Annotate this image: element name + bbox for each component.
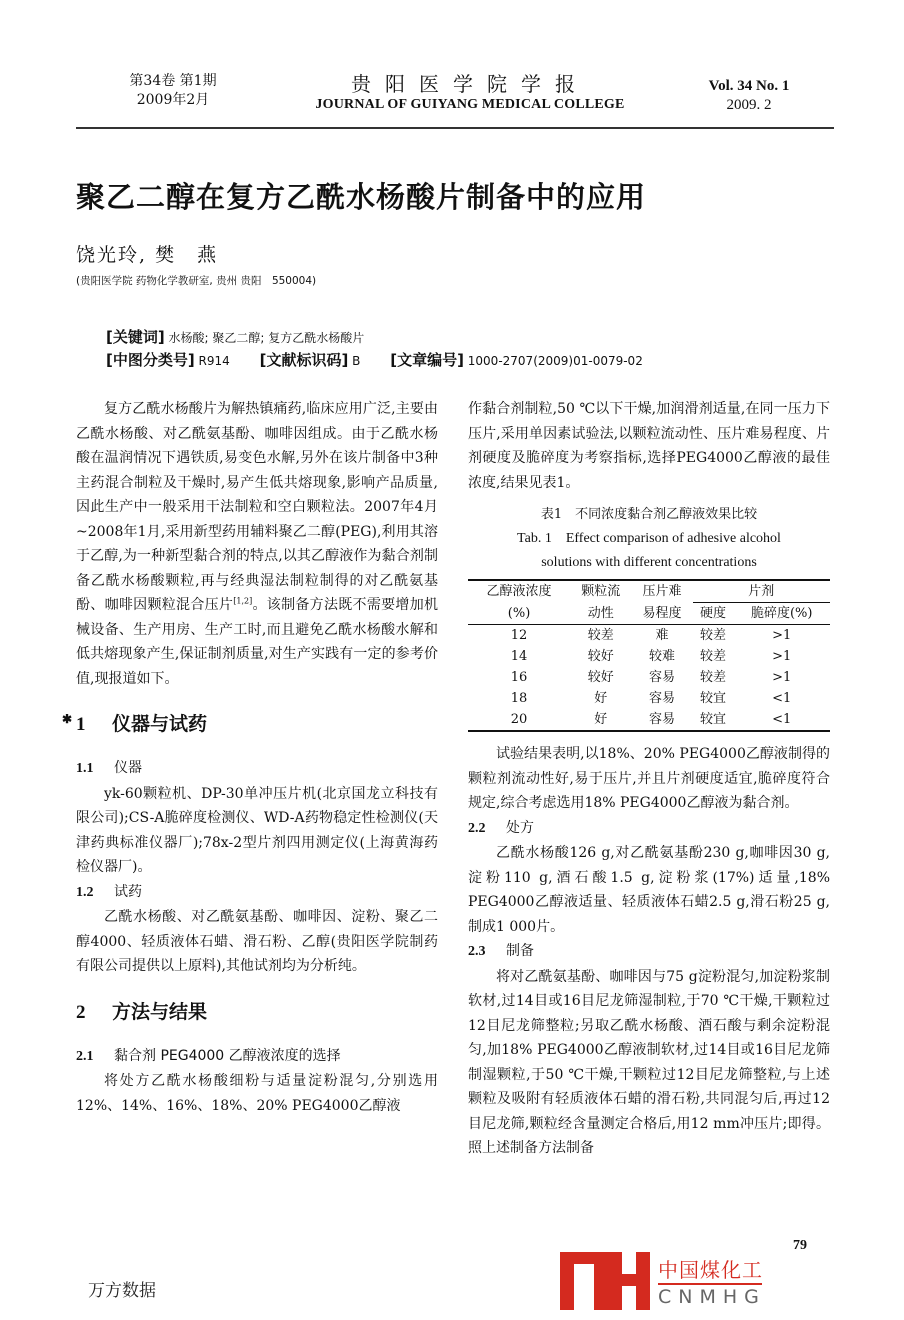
table-cell-ease: 较难 [648,649,675,664]
left-column [76,397,438,1118]
date-en: 2009. 2 [726,97,772,113]
table-cell-friability: <1 [733,709,830,731]
affiliation: (贵阳医学院 药物化学教研室, 贵州 贵阳 550004) [76,275,317,287]
doc-code-label: [文献标识码] [259,351,349,369]
journal-name-cn: 贵阳医学院学报 [351,72,589,96]
reagents-paragraph: 乙酰水杨酸、对乙酰氨基酚、咖啡因、淀粉、聚乙二醇4000、轻质液体石蜡、滑石粉、乙醇(贵阳医学院制药有限公司提供以上原料),其他试剂均为分析纯。 [76,909,438,974]
date-cn: 2009年2月 [136,92,210,108]
section-1-2-heading [76,880,438,906]
table-cell-hardness: 较差 [699,649,726,664]
instruments-paragraph: yk-60颗粒机、DP-30单冲压片机(北京国龙立科技有限公司);CS-A脆碎度检测仪、WD-A药物稳定性检测仪(天津药典标准仪器厂);78x-2型片剂四用测定仪(上海黄海药检仪器厂)。 [76,785,438,875]
subsection-number: 2.1 [76,1048,94,1064]
table-cell-friability: >1 [772,628,792,643]
keywords-value: 水杨酸; 聚乙二醇; 复方乙酰水杨酸片 [168,331,365,345]
th-ease: 压片难 [631,580,692,603]
binder-selection-text: 将处方乙酰水杨酸细粉与适量淀粉混匀,分别选用12%、14%、16%、18%、20% PEG4000乙醇液 [76,1073,438,1114]
article-title: 聚乙二醇在复方乙酰水杨酸片制备中的应用 [76,180,647,214]
th-hardness: 硬度 [693,603,734,625]
header-rule [76,127,834,129]
subsection-title: 仪器 [114,760,142,776]
binder-selection-paragraph [76,1069,438,1118]
keywords-label: [关键词] [106,328,165,346]
doc-code-value: B [352,354,361,368]
preparation-paragraph: 将对乙酰氨基酚、咖啡因与75 g淀粉混匀,加淀粉浆制软材,过14目或16目尼龙筛湿制粒,于70 ℃干燥,干颗粒过12目尼龙筛整粒;另取乙酰水杨酸、酒石酸与剩余淀粉混匀,加18% PEG4000乙醇液制软材,过14目或16目尼龙筛制湿颗粒,于50 ℃干燥,干颗粒过12目尼龙筛整粒,与上述颗粒及吸附有轻质液体石蜡的滑石粉,共同混匀后,再过12目尼龙筛,颗粒经含量测定合格后,用12 mm冲压片;即得。照上述制备方法制备 [468,968,830,1156]
journal-name-en: JOURNAL OF GUIYANG MEDICAL COLLEGE [315,97,625,112]
table-row [468,667,830,688]
table-cell-hardness: 较差 [699,628,726,643]
formula-paragraph: 乙酰水杨酸126 g,对乙酰氨基酚230 g,咖啡因30 g,淀粉110 g,酒石酸1.5 g,淀粉浆(17%)适量,18% PEG4000乙醇液适量、轻质液体石蜡2.5 g,滑石粉25 g,制成1 000片。 [468,845,830,935]
intro-text: 复方乙酰水杨酸片为解热镇痛药,临床应用广泛,主要由乙酰水杨酸、对乙酰氨基酚、咖啡因组成。由于乙酰水杨酸在温润情况下遇铁质,易变色水解,另外在该片制备中3种主药混合制粒及干燥时,易产生低共熔现象,影响产品质量,因此生产中一般采用干法制粒和空白颗粒法。2007年4月~2008年1月,采用新型药用辅料聚乙二醇(PEG),利用其溶于乙醇,为一种新型黏合剂的特点,以其乙醇液作为黏合剂制备乙酰水杨酸颗粒,再与经典湿法制粒制得的对乙酰氨基酚、咖啡因颗粒混合压片 [76,401,438,613]
table-row [468,646,830,667]
table-cell-conc: 12 [510,628,528,643]
table-cell-hardness: 较差 [699,670,726,685]
intro-text-end: 。该制备方法既不需要增加机械设备、生产用房、生产工时,而且避免乙酰水杨酸水解和低共熔现象产生,保证制剂质量,对生产实践有一定的参考价值,现报道如下。 [76,597,439,687]
keywords [106,326,364,347]
th-friability: 脆碎度(%) [733,603,830,625]
issue-info-en [684,77,814,115]
watermark-text-en: CNMHG [658,1286,766,1308]
th-ease-b: 易程度 [631,603,692,625]
th-concentration-unit: (%) [468,603,570,625]
table-cell-ease: 难 [655,628,669,643]
table-cell-conc: 20 [468,709,570,731]
section-title: 方法与结果 [112,1000,208,1023]
subsection-title: 制备 [506,943,534,959]
clc-label: [中图分类号] [106,351,195,369]
watermark-text-cn: 中国煤化工 [658,1258,763,1282]
article-no-value: 1000-2707(2009)01-0079-02 [467,354,643,368]
table-cell-ease: 容易 [648,691,675,706]
right-column [468,397,830,1161]
th-tablet-group: 片剂 [693,580,830,603]
table-row [468,625,830,647]
table-cell-hardness: 较宜 [699,691,726,706]
section-1-1-heading [76,756,438,782]
volume-issue-cn: 第34卷 第1期 [129,73,217,89]
watermark [560,1252,770,1312]
section-number: 2 [76,1001,86,1023]
table-cell-hardness: 较宜 [693,709,734,731]
table-cell-friability: >1 [772,670,792,685]
table-cell-flow: 较好 [587,670,614,685]
watermark-logo-icon [560,1252,650,1310]
source-label: 万方数据 [88,1281,156,1301]
table-cell-flow: 好 [594,691,608,706]
results-paragraph: 试验结果表明,以18%、20% PEG4000乙醇液制得的颗粒剂流动性好,易于压片,并且片剂硬度适宜,脆碎度符合规定,综合考虑选用18% PEG4000乙醇液为黏合剂。 [468,746,830,811]
binder-selection-continued: 作黏合剂制粒,50 ℃以下干燥,加润滑剂适量,在同一压力下压片,采用单因素试验法,以颗粒流动性、压片难易程度、片剂硬度及脆碎度为考察指标,选择PEG4000乙醇液的最佳浓度,结果见表1。 [468,401,830,491]
table-caption-en-2: solutions with different concentrations [541,555,757,570]
section-2-1-heading [76,1044,438,1070]
watermark-rule [658,1283,762,1285]
classification [106,349,643,370]
section-2-2-heading [468,816,830,842]
subsection-title: 处方 [506,819,534,836]
section-title: 仪器与试药 [112,713,208,735]
table-row [468,688,830,709]
journal-name [300,72,640,114]
section-2-3-heading [468,939,830,965]
section-number: 1 [76,714,86,735]
table-caption-en-1: Tab. 1 Effect comparison of adhesive alcohol [517,531,781,546]
table-cell-ease: 容易 [631,709,692,731]
results-table [468,579,830,732]
table-row [468,709,830,731]
table-cell-flow: 较差 [587,628,614,643]
table-cell-friability: <1 [772,691,792,706]
subsection-number: 1.1 [76,761,94,776]
citation-ref[interactable]: [1,2] [233,596,253,606]
table-cell-conc: 18 [510,691,528,706]
margin-mark: ✱ [62,712,73,726]
th-flowability-b: 动性 [570,603,631,625]
th-concentration: 乙醇液浓度 [468,580,570,603]
table-cell-flow: 较好 [587,649,614,664]
table-cell-conc: 14 [510,649,528,664]
page-number: 79 [793,1238,807,1253]
table-cell-ease: 容易 [648,670,675,685]
table-cell-flow: 好 [570,709,631,731]
th-flowability: 颗粒流 [570,580,631,603]
issue-info [108,72,238,110]
section-1-heading [76,711,438,738]
intro-paragraph [76,397,438,691]
table-caption-cn: 表1 不同浓度黏合剂乙醇液效果比较 [540,507,758,522]
section-2-heading [76,999,438,1026]
clc-value: R914 [198,354,230,368]
article-no-label: [文章编号] [390,351,464,369]
subsection-number: 2.3 [468,944,486,959]
subsection-number: 2.2 [468,820,486,836]
subsection-title: 黏合剂 PEG4000 乙醇液浓度的选择 [114,1047,341,1064]
table-cell-conc: 16 [510,670,528,685]
authors: 饶光玲, 樊 燕 [76,244,219,266]
subsection-number: 1.2 [76,884,94,900]
volume-issue-en: Vol. 34 No. 1 [708,78,790,94]
subsection-title: 试药 [114,883,142,900]
table-cell-friability: >1 [772,649,792,664]
